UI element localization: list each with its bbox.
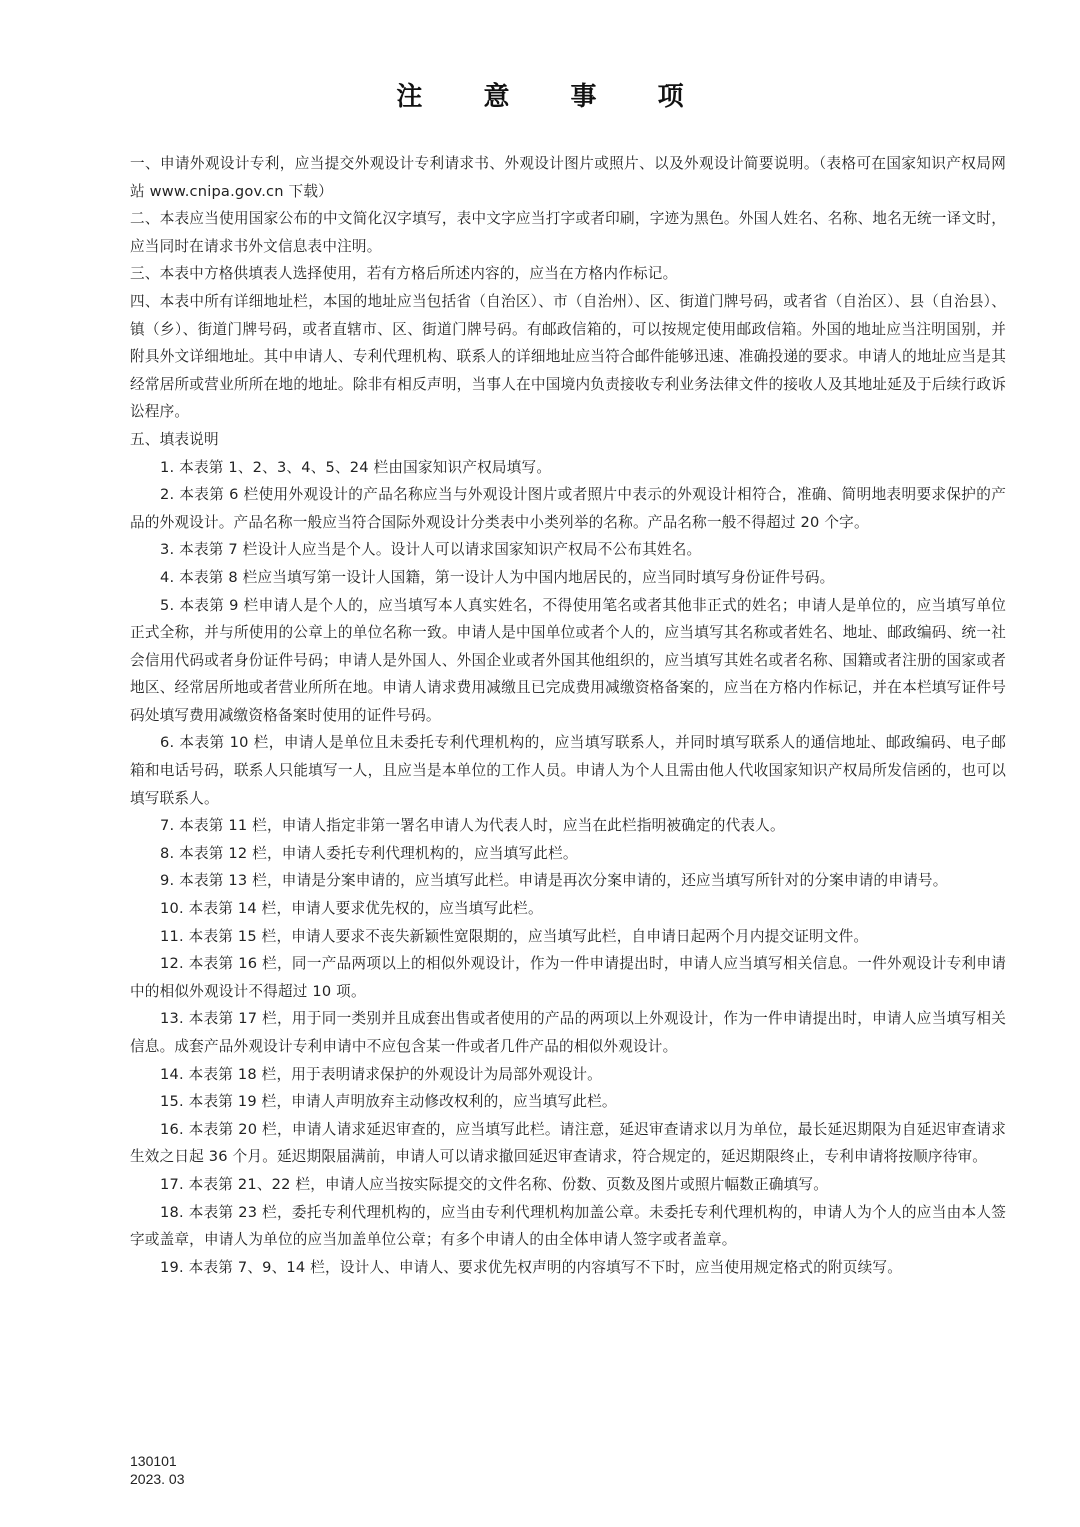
- instruction-4: 4. 本表第 8 栏应当填写第一设计人国籍，第一设计人为中国内地居民的，应当同时填写身份证件号码。: [160, 568, 835, 586]
- instruction-1: 1. 本表第 1、2、3、4、5、24 栏由国家知识产权局填写。: [160, 458, 552, 476]
- instruction-9: 9. 本表第 13 栏，申请是分案申请的，应当填写此栏。申请是再次分案申请的，还应当填写所针对的分案申请的申请号。: [160, 872, 948, 890]
- instruction-2: 2. 本表第 6 栏使用外观设计的产品名称应当与外观设计图片或者照片中表示的外观设计相符合，准确、简明地表明要求保护的产品的外观设计。产品名称一般应当符合国际外观设计分类表中小类列举的名称。产品名称一般不得超过 20 个字。: [130, 486, 1006, 531]
- instruction-16: 16. 本表第 20 栏，申请人请求延迟审查的，应当填写此栏。请注意，延迟审查请求以月为单位，最长延迟期限为自延迟审查请求生效之日起 36 个月。延迟期限届满前，申请人可以请求撤回延迟审查请求，符合规定的，延迟期限终止，专利申请将按顺序待审。: [130, 1120, 1006, 1166]
- instruction-6: 6. 本表第 10 栏，申请人是单位且未委托专利代理机构的，应当填写联系人，并同时填写联系人的通信地址、邮政编码、电子邮箱和电话号码，联系人只能填写一人，且应当是本单位的工作人员。申请人为个人且需由他人代收国家知识产权局所发信函的，也可以填写联系人。: [130, 734, 1006, 807]
- form-footer: [130, 1452, 185, 1488]
- instruction-11: 11. 本表第 15 栏，申请人要求不丧失新颖性宽限期的，应当填写此栏，自申请日起两个月内提交证明文件。: [160, 927, 869, 945]
- note-item-4: 四、本表中所有详细地址栏，本国的地址应当包括省（自治区）、市（自治州）、区、街道门牌号码，或者省（自治区）、县（自治县）、镇（乡）、街道门牌号码，或者直辖市、区、街道门牌号码。有邮政信箱的，可以按规定使用邮政信箱。外国的地址应当注明国别，并附具外文详细地址。其中申请人、专利代理机构、联系人的详细地址应当符合邮件能够迅速、准确投递的要求。申请人的地址应当是其经常居所或营业所所在地的地址。除非有相反声明，当事人在中国境内负责接收专利业务法律文件的接收人及其地址延及于后续行政诉讼程序。: [130, 292, 1006, 421]
- note-item-3: 三、本表中方格供填表人选择使用，若有方格后所述内容的，应当在方格内作标记。: [130, 265, 678, 283]
- instruction-5: 5. 本表第 9 栏申请人是个人的，应当填写本人真实姓名，不得使用笔名或者其他非正式的姓名；申请人是单位的，应当填写单位正式全称，并与所使用的公章上的单位名称一致。申请人是中国单位或者个人的，应当填写其名称或者姓名、地址、邮政编码、统一社会信用代码或者身份证件号码；申请人是外国人、外国企业或者外国其他组织的，应当填写其姓名或者名称、国籍或者注册的国家或者地区、经常居所地或者营业所所在地。申请人请求费用减缴且已完成费用减缴资格备案的，应当在方格内作标记，并在本栏填写证件号码处填写费用减缴资格备案时使用的证件号码。: [130, 596, 1006, 724]
- instruction-15: 15. 本表第 19 栏，申请人声明放弃主动修改权利的，应当填写此栏。: [160, 1093, 617, 1111]
- form-version: 2023. 03: [130, 1471, 185, 1487]
- notes-body: [130, 150, 1006, 1281]
- instruction-3: 3. 本表第 7 栏设计人应当是个人。设计人可以请求国家知识产权局不公布其姓名。: [160, 541, 702, 559]
- instruction-10: 10. 本表第 14 栏，申请人要求优先权的，应当填写此栏。: [160, 900, 543, 918]
- note-item-2: 二、本表应当使用国家公布的中文简化汉字填写，表中文字应当打字或者印刷，字迹为黑色。外国人姓名、名称、地名无统一译文时，应当同时在请求书外文信息表中注明。: [130, 210, 1006, 255]
- instruction-13: 13. 本表第 17 栏，用于同一类别并且成套出售或者使用的产品的两项以上外观设计，作为一件申请提出时，申请人应当填写相关信息。成套产品外观设计专利申请中不应包含某一件或者几件产品的相似外观设计。: [130, 1010, 1006, 1055]
- page-title: 注 意 事 项: [396, 82, 710, 112]
- instruction-14: 14. 本表第 18 栏，用于表明请求保护的外观设计为局部外观设计。: [160, 1065, 602, 1083]
- instruction-8: 8. 本表第 12 栏，申请人委托专利代理机构的，应当填写此栏。: [160, 844, 578, 862]
- instruction-17: 17. 本表第 21、22 栏，申请人应当按实际提交的文件名称、份数、页数及图片或照片幅数正确填写。: [160, 1175, 829, 1193]
- form-code: 130101: [130, 1453, 177, 1469]
- note-item-5: 五、填表说明: [130, 430, 219, 448]
- note-item-1: 一、申请外观设计专利，应当提交外观设计专利请求书、外观设计图片或照片、以及外观设计简要说明。（表格可在国家知识产权局网站 www.cnipa.gov.cn 下载）: [130, 155, 1006, 200]
- instruction-12: 12. 本表第 16 栏，同一产品两项以上的相似外观设计，作为一件申请提出时，申请人应当填写相关信息。一件外观设计专利申请中的相似外观设计不得超过 10 项。: [130, 955, 1006, 1000]
- instruction-18: 18. 本表第 23 栏，委托专利代理机构的，应当由专利代理机构加盖公章。未委托专利代理机构的，申请人为个人的应当由本人签字或盖章，申请人为单位的应当加盖单位公章；有多个申请人的由全体申请人签字或者盖章。: [130, 1203, 1006, 1249]
- instruction-7: 7. 本表第 11 栏，申请人指定非第一署名申请人为代表人时，应当在此栏指明被确定的代表人。: [160, 817, 785, 835]
- instruction-19: 19. 本表第 7、9、14 栏，设计人、申请人、要求优先权声明的内容填写不下时，应当使用规定格式的附页续写。: [160, 1258, 902, 1276]
